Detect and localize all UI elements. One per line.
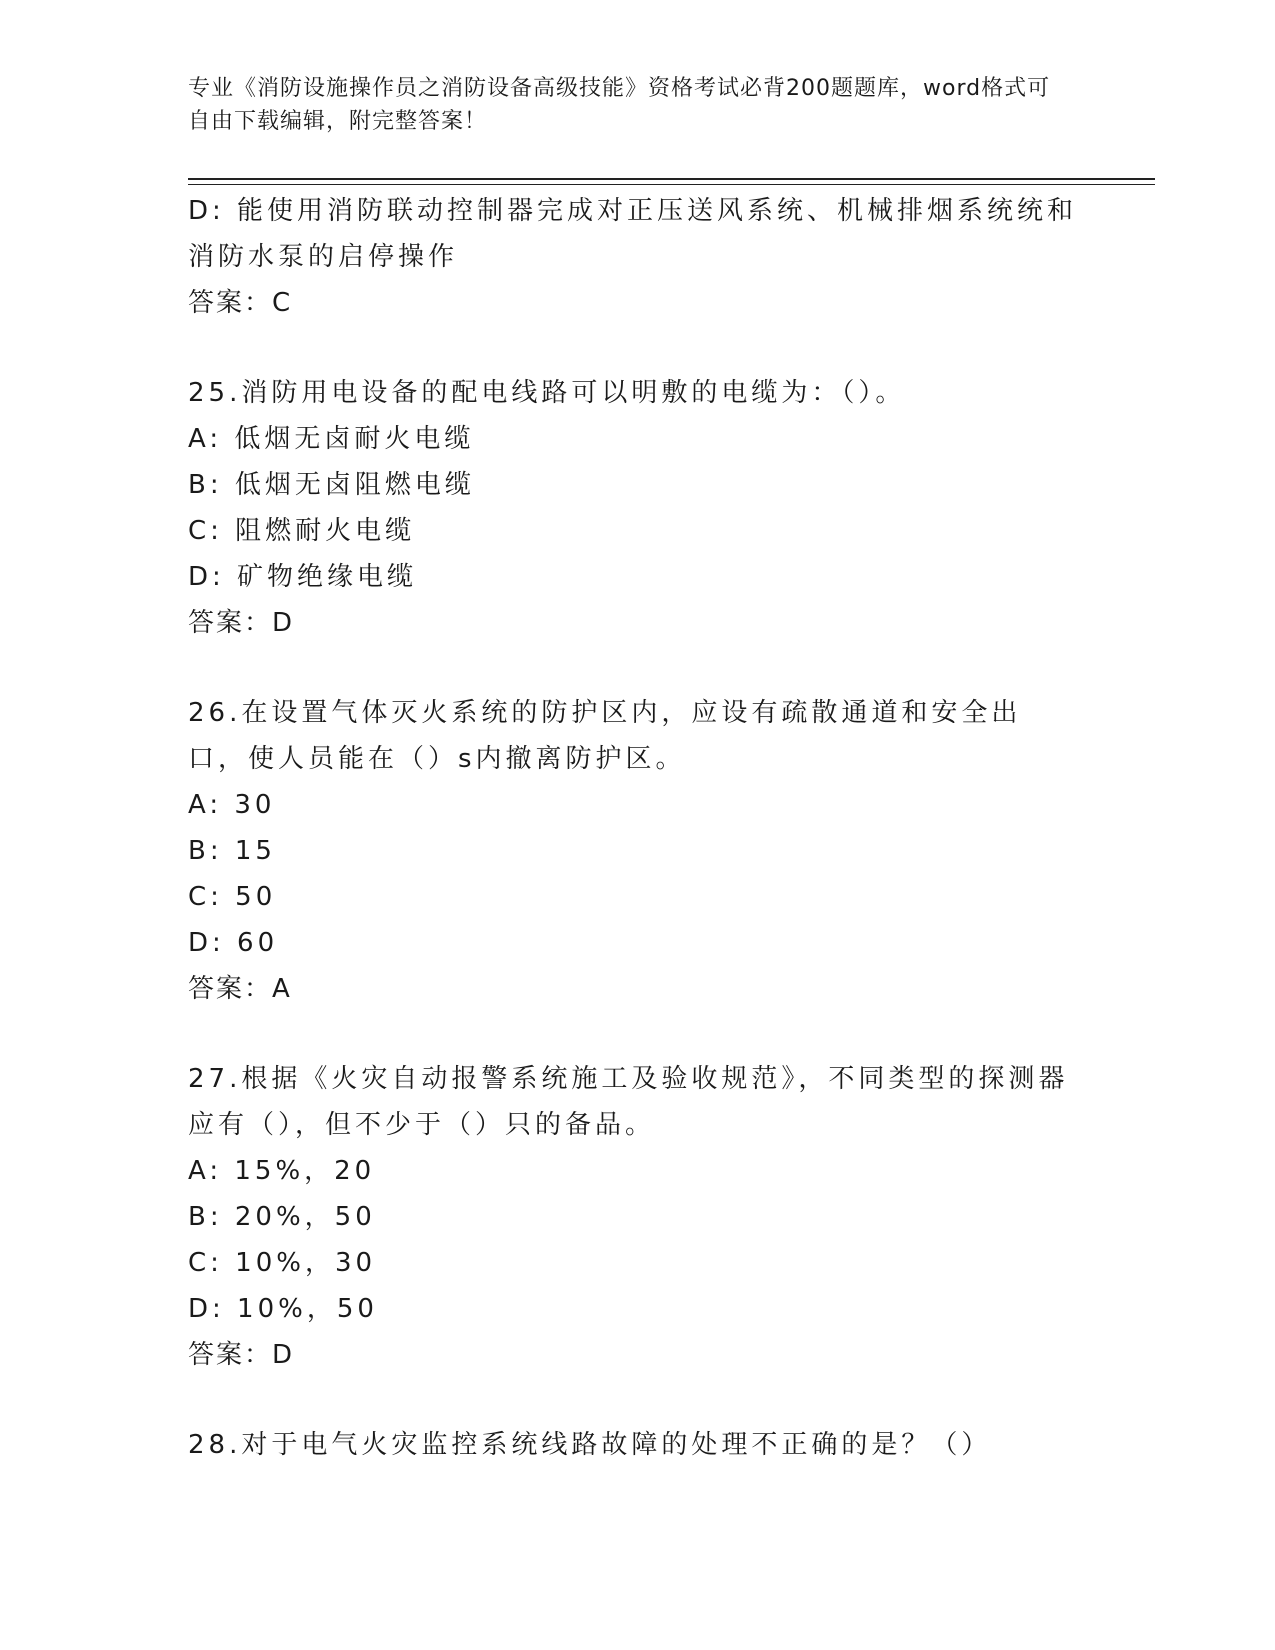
question-26: [188, 690, 1088, 1012]
option-c: C: 50: [188, 882, 277, 912]
question-28: [188, 1422, 1088, 1468]
option-b: B: 15: [188, 836, 276, 866]
option-d: D: 10%，50: [188, 1294, 378, 1324]
option-d: D: 60: [188, 928, 279, 958]
option-a: A: 低烟无卤耐火电缆: [188, 424, 475, 454]
option-b: B: 20%，50: [188, 1202, 376, 1232]
question-stem: 26.在设置气体灭火系统的防护区内，应设有疏散通道和安全出口，使人员能在（）s内撤离防护区。: [188, 698, 1022, 774]
option-c: C: 10%，30: [188, 1248, 377, 1278]
answer-line: 答案：C: [188, 288, 293, 318]
option-a: A: 15%，20: [188, 1156, 376, 1186]
answer-line: 答案：D: [188, 1340, 295, 1370]
question-content: [188, 188, 1088, 1468]
question-stem: 27.根据《火灾自动报警系统施工及验收规范》，不同类型的探测器应有（），但不少于（）只的备品。: [188, 1064, 1069, 1140]
header-rule-thick: [188, 178, 1155, 180]
option-d: D: 能使用消防联动控制器完成对正压送风系统、机械排烟系统统和消防水泵的启停操作: [188, 196, 1078, 272]
document-header: 专业《消防设施操作员之消防设备高级技能》资格考试必背200题题库，word格式可自由下载编辑，附完整答案！: [188, 76, 1051, 134]
header-rule-thin: [188, 184, 1155, 185]
option-a: A: 30: [188, 790, 276, 820]
question-27: [188, 1056, 1088, 1378]
question-25: [188, 370, 1088, 646]
option-c: C: 阻燃耐火电缆: [188, 516, 416, 546]
option-b: B: 低烟无卤阻燃电缆: [188, 470, 475, 500]
answer-line: 答案：D: [188, 608, 295, 638]
question-stem: 28.对于电气火灾监控系统线路故障的处理不正确的是？（）: [188, 1430, 992, 1460]
option-d: D: 矿物绝缘电缆: [188, 562, 418, 592]
question-stem: 25.消防用电设备的配电线路可以明敷的电缆为：（）。: [188, 378, 906, 408]
answer-line: 答案：A: [188, 974, 292, 1004]
